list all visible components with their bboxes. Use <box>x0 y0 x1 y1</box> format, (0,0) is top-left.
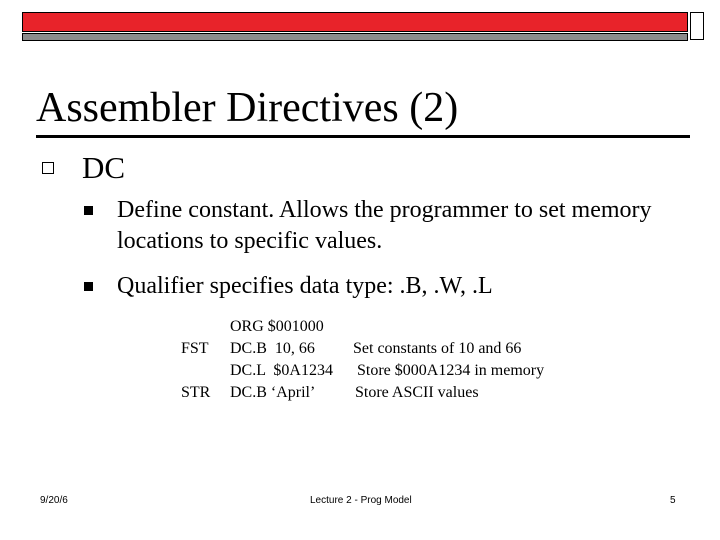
code-label: STR <box>181 384 211 401</box>
footer-center: Lecture 2 - Prog Model <box>310 495 412 506</box>
slide-title: Assembler Directives (2) <box>36 85 459 131</box>
square-bullet-icon <box>84 206 93 215</box>
band-end-square <box>690 12 704 40</box>
code-label: FST <box>181 340 209 357</box>
subbullet-define-constant: Define constant. Allows the programmer to set memory locations to specific values. <box>117 197 652 254</box>
square-bullet-icon <box>84 282 93 291</box>
title-underline <box>36 135 690 138</box>
code-instruction: ORG $001000 <box>230 318 324 335</box>
code-comment: Store $000A1234 in memory <box>357 362 545 379</box>
footer-date: 9/20/6 <box>40 495 68 506</box>
code-instruction: DC.B 10, 66 <box>230 340 315 357</box>
subbullet-qualifier: Qualifier specifies data type: .B, .W, .L <box>117 273 493 299</box>
gray-bar <box>22 33 688 41</box>
code-comment: Set constants of 10 and 66 <box>353 340 522 357</box>
bullet-dc: DC <box>82 150 126 185</box>
red-bar <box>22 12 688 32</box>
decorative-top-band <box>22 12 698 42</box>
hollow-square-bullet-icon <box>42 162 54 174</box>
code-comment: Store ASCII values <box>355 384 479 401</box>
code-instruction: DC.B ‘April’ <box>230 384 316 401</box>
code-instruction: DC.L $0A1234 <box>230 362 333 379</box>
page-number: 5 <box>670 495 676 506</box>
